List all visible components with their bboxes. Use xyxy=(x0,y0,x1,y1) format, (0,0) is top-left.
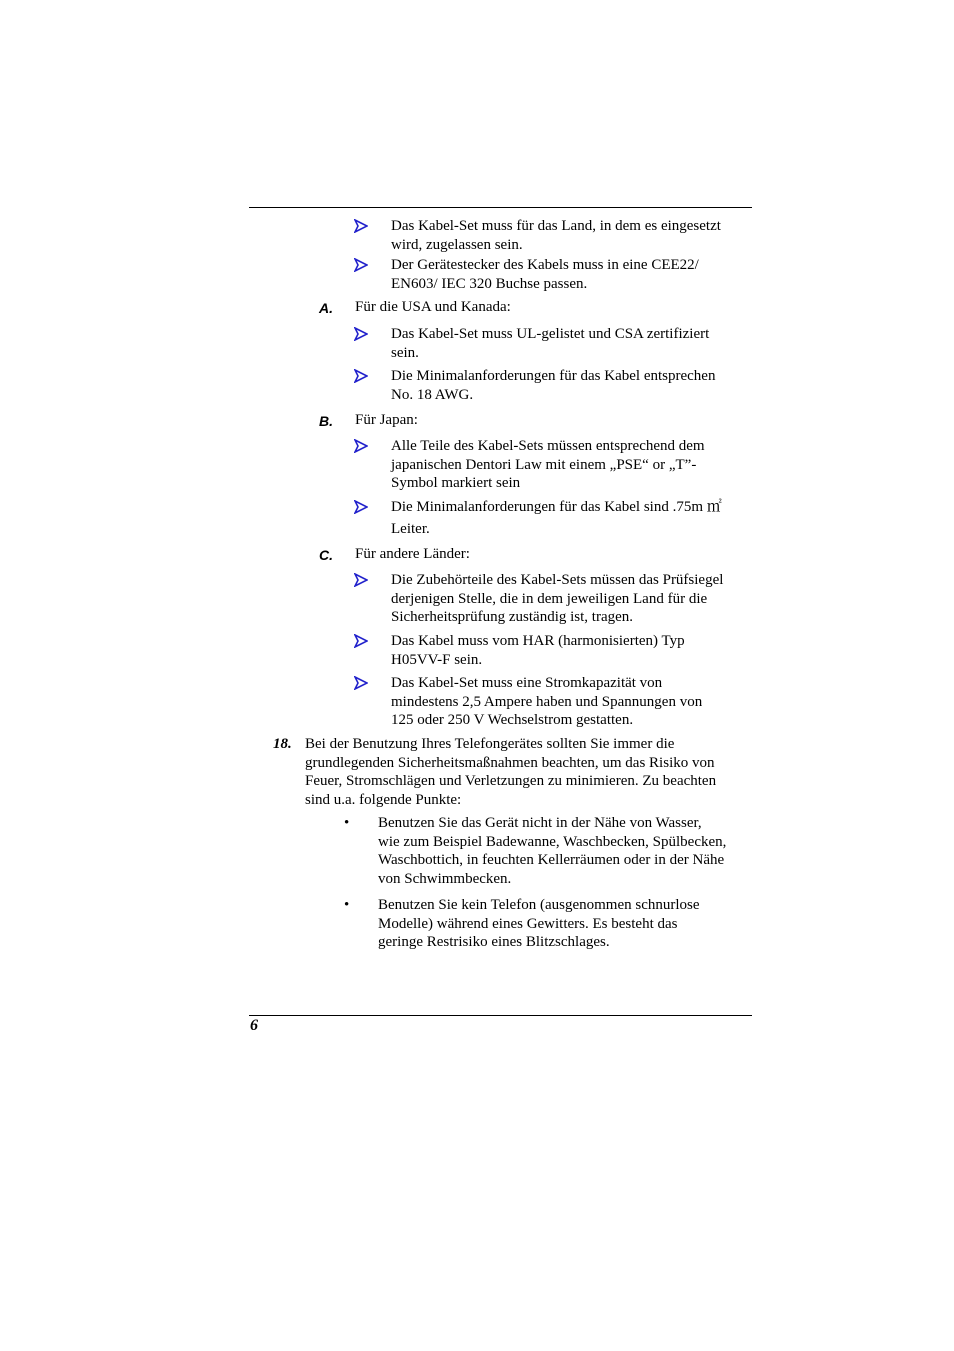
arrow-bullet-icon xyxy=(354,500,368,514)
page-number: 6 xyxy=(250,1017,258,1034)
list-item: Benutzen Sie kein Telefon (ausgenommen schnurlose Modelle) während eines Gewitters. Es besteht das geringe Restrisiko eines Blitzschlages. xyxy=(378,897,700,950)
arrow-bullet-icon xyxy=(354,573,368,587)
list-item: Das Kabel-Set muss für das Land, in dem es eingesetzt wird, zugelassen sein. xyxy=(391,218,721,253)
arrow-bullet-icon xyxy=(354,219,368,233)
footer-rule xyxy=(249,1015,752,1016)
list-item: Alle Teile des Kabel-Sets müssen entsprechend dem japanischen Dentori Law mit einem „PSE“ or „T”- Symbol markiert sein xyxy=(391,438,705,491)
square-meter-unit: ㎡ xyxy=(706,499,722,515)
bullet-dot-icon: • xyxy=(344,815,350,831)
arrow-bullet-icon xyxy=(354,676,368,690)
list-item: Die Minimalanforderungen für das Kabel entsprechen No. 18 AWG. xyxy=(391,368,716,403)
header-rule xyxy=(249,207,752,208)
item-number: 18. xyxy=(273,736,292,752)
section-letter: B. xyxy=(319,413,333,429)
arrow-bullet-icon xyxy=(354,258,368,272)
section-letter: C. xyxy=(319,547,333,563)
section-title: Für andere Länder: xyxy=(355,546,470,562)
list-item: Die Zubehörteile des Kabel-Sets müssen das Prüfsiegel derjenigen Stelle, die in dem jeweiligen Land für die Sicherheitsprüfung zuständig ist, tragen. xyxy=(391,572,724,625)
arrow-bullet-icon xyxy=(354,327,368,341)
paragraph: Bei der Benutzung Ihres Telefongerätes sollten Sie immer die grundlegenden Sicherheitsmaßnahmen beachten, um das Risiko von Feuer, Stromschlägen und Verletzungen zu minimieren. Zu beachten sind u.a. folgende Punkte: xyxy=(305,736,717,808)
section-title: Für die USA und Kanada: xyxy=(355,299,511,315)
list-item: Die Minimalanforderungen für das Kabel sind .75m ㎡ Leiter. xyxy=(391,499,722,537)
arrow-bullet-icon xyxy=(354,439,368,453)
list-item: Das Kabel muss vom HAR (harmonisierten) Typ H05VV-F sein. xyxy=(391,633,685,668)
list-item: Der Gerätestecker des Kabels muss in eine CEE22/ EN603/ IEC 320 Buchse passen. xyxy=(391,257,699,292)
list-item: Das Kabel-Set muss UL-gelistet und CSA zertifiziert sein. xyxy=(391,326,710,361)
list-item: Benutzen Sie das Gerät nicht in der Nähe von Wasser, wie zum Beispiel Badewanne, Waschbecken, Spülbecken, Waschbottich, in feuchten Kellerräumen oder in der Nähe von Schwimmbecken. xyxy=(378,815,727,887)
section-title: Für Japan: xyxy=(355,412,418,428)
bullet-dot-icon: • xyxy=(344,897,350,913)
list-item: Das Kabel-Set muss eine Stromkapazität von mindestens 2,5 Ampere haben und Spannungen von 125 oder 250 V Wechselstrom gestatten. xyxy=(391,675,703,728)
arrow-bullet-icon xyxy=(354,369,368,383)
arrow-bullet-icon xyxy=(354,634,368,648)
section-letter: A. xyxy=(319,300,333,316)
